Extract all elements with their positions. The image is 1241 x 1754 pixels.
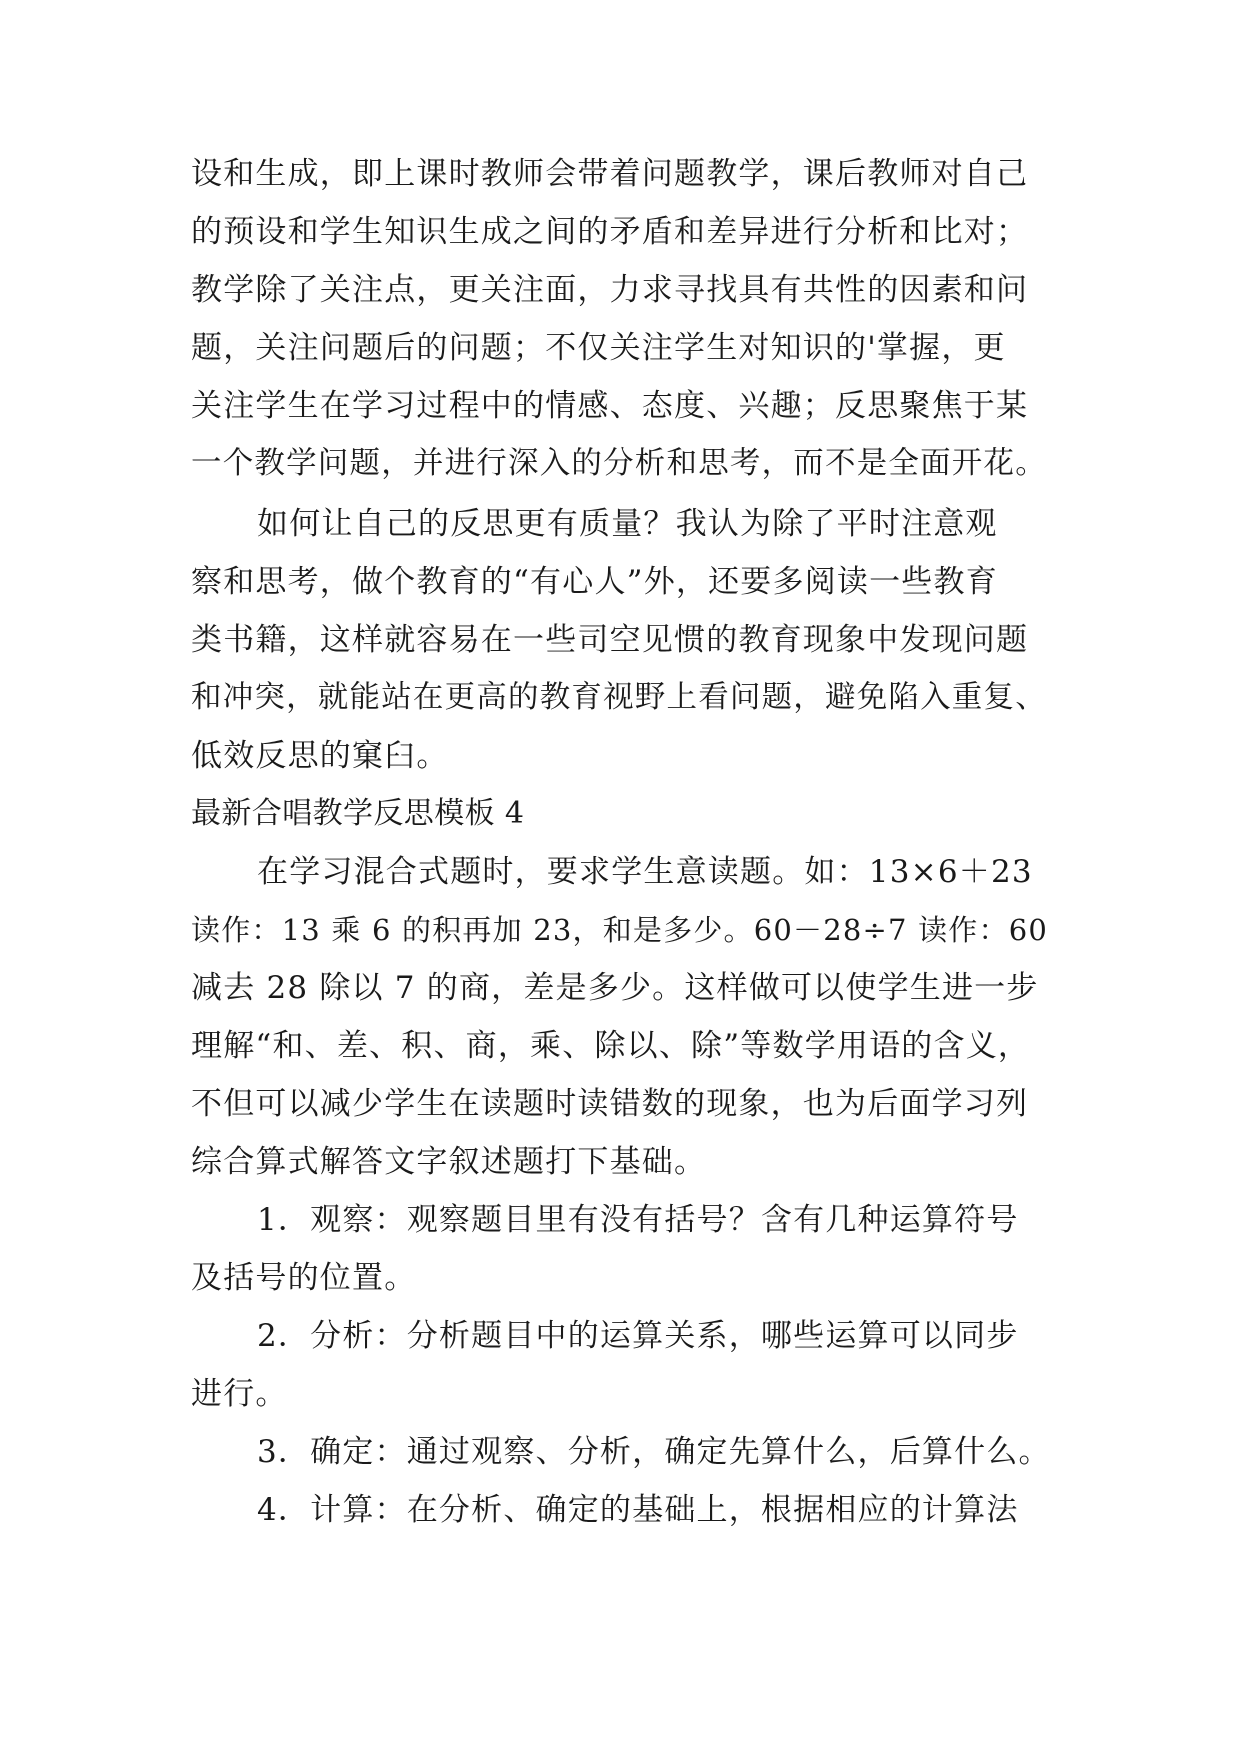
text-line: 不但可以减少学生在读题时读错数的现象，也为后面学习列 [191, 1086, 1029, 1122]
text-line: 察和思考，做个教育的“有心人”外，还要多阅读一些教育 [191, 564, 998, 600]
list-item-determine: 3．确定：通过观察、分析，确定先算什么，后算什么。 [257, 1434, 1051, 1470]
paragraph-first-line: 如何让自己的反思更有质量？我认为除了平时注意观 [257, 506, 998, 542]
text-line: 综合算式解答文字叙述题打下基础。 [191, 1144, 707, 1180]
text-line: 及括号的位置。 [191, 1260, 417, 1296]
list-item-observe: 1．观察：观察题目里有没有括号？含有几种运算符号 [257, 1202, 1019, 1238]
paragraph-first-line: 在学习混合式题时，要求学生意读题。如：13×6＋23 [257, 854, 1033, 890]
text-line: 减去 28 除以 7 的商，差是多少。这样做可以使学生进一步 [191, 970, 1039, 1006]
text-line: 一个教学问题，并进行深入的分析和思考，而不是全面开花。 [191, 446, 1047, 481]
list-item-calculate: 4．计算：在分析、确定的基础上，根据相应的计算法 [257, 1492, 1019, 1528]
text-line: 理解“和、差、积、商，乘、除以、除”等数学用语的含义， [191, 1028, 1031, 1064]
text-line: 低效反思的窠臼。 [191, 738, 449, 774]
text-line: 读作：13 乘 6 的积再加 23，和是多少。60－28÷7 读作：60 [191, 913, 1048, 947]
text-line: 题，关注问题后的问题；不仅关注学生对知识的'掌握，更 [191, 330, 1006, 366]
text-line: 类书籍，这样就容易在一些司空见惯的教育现象中发现问题 [191, 622, 1029, 658]
section-heading: 最新合唱教学反思模板 4 [191, 796, 525, 831]
text-line: 设和生成，即上课时教师会带着问题教学，课后教师对自己 [191, 156, 1029, 192]
list-item-analyze: 2．分析：分析题目中的运算关系，哪些运算可以同步 [257, 1318, 1019, 1354]
text-line: 关注学生在学习过程中的情感、态度、兴趣；反思聚焦于某 [191, 388, 1029, 424]
text-line: 进行。 [191, 1376, 288, 1412]
text-line: 和冲突，就能站在更高的教育视野上看问题，避免陷入重复、 [191, 680, 1047, 715]
text-line: 教学除了关注点，更关注面，力求寻找具有共性的因素和问 [191, 272, 1029, 308]
text-line: 的预设和学生知识生成之间的矛盾和差异进行分析和比对； [191, 214, 1029, 250]
